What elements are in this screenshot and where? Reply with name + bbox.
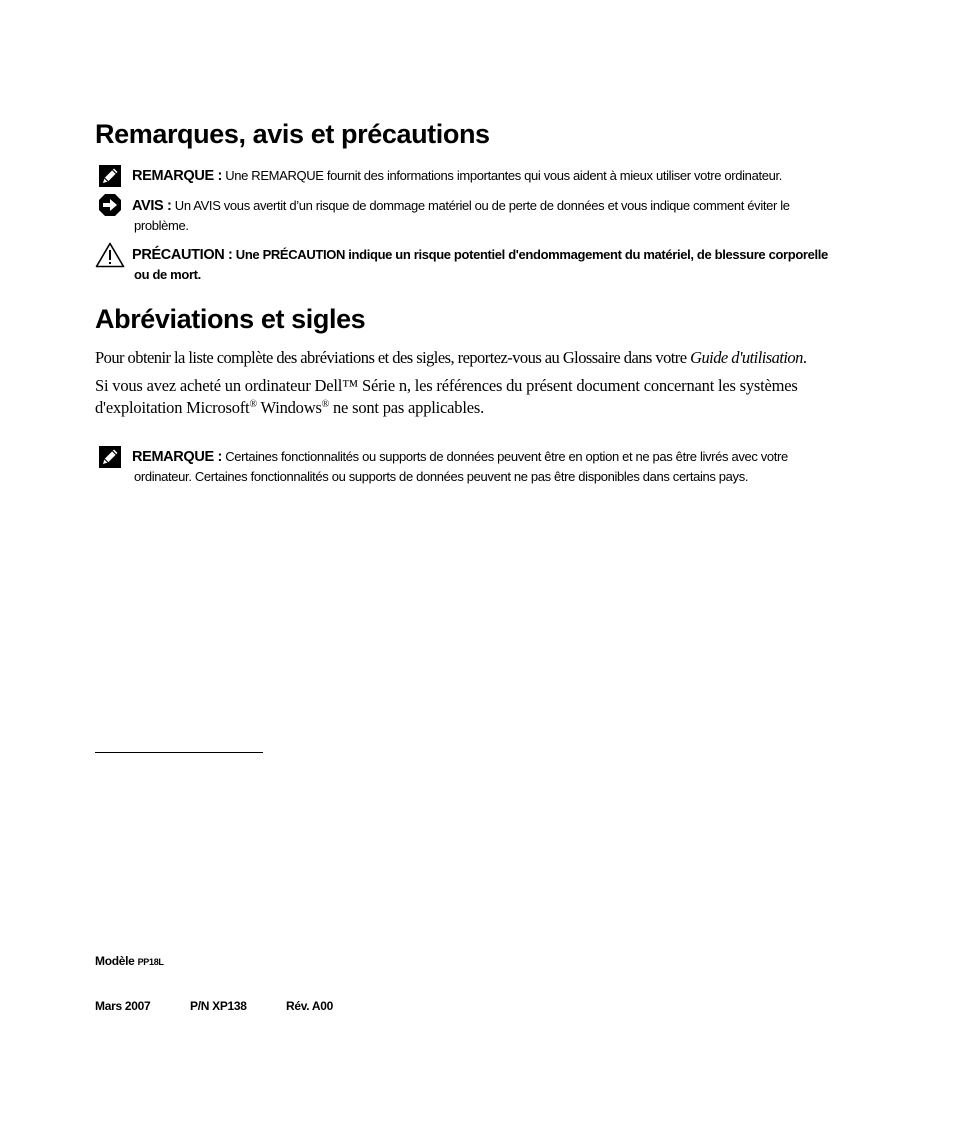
paragraph-line2-b: Windows [256,398,322,417]
note-remarque-1 [132,166,922,186]
notice-text-line2: problème. [134,218,189,233]
paragraph-line2-a: d'exploitation Microsoft [95,398,250,417]
footnote-divider [95,752,263,753]
model-value: PP18L [137,957,164,967]
note-label: REMARQUE : [132,168,222,184]
registered-mark-2: ® [321,399,330,410]
footer-date: Mars 2007 [95,999,151,1013]
notice-arrow-icon [98,193,122,217]
model-label: Modèle [95,954,135,968]
paragraph-glossary-end: . [802,348,807,367]
guide-title: Guide d'utilisation [690,348,803,367]
paragraph-line2 [95,397,925,419]
paragraph-line1: Si vous avez acheté un ordinateur Dell™ Série n, les références du présent document concernant les systèmes [95,376,798,395]
footer-part-number: P/N XP138 [190,999,247,1013]
caution-label: PRÉCAUTION : [132,247,233,263]
caution-precaution [132,245,922,284]
section-title-abbreviations: Abréviations et sigles [95,304,366,334]
note-pencil-icon [98,164,122,188]
note-text-line2: ordinateur. Certaines fonctionnalités ou supports de données peuvent ne pas être disponibles dans certains pays. [134,469,749,484]
paragraph-glossary [95,347,925,369]
note-remarque-2 [132,447,922,486]
notice-label: AVIS : [132,198,172,214]
note-label: REMARQUE : [132,449,222,465]
notice-avis [132,196,922,235]
paragraph-line2-c: ne sont pas applicables. [329,398,484,417]
note-text-line1: Certaines fonctionnalités ou supports de données peuvent être en option et ne pas être livrés avec votre [225,449,788,464]
registered-mark-1: ® [249,399,257,410]
caution-text-line2: ou de mort. [134,267,201,282]
footer-revision: Rév. A00 [286,999,333,1013]
note-pencil-icon [98,445,122,469]
paragraph-dell-n-series [95,375,925,419]
note-text: Une REMARQUE fournit des informations importantes qui vous aident à mieux utiliser votre ordinateur. [225,168,782,183]
section-title-notes: Remarques, avis et précautions [95,119,490,149]
caution-text-line1: Une PRÉCAUTION indique un risque potentiel d'endommagement du matériel, de blessure corporelle [235,247,828,262]
caution-warning-icon [95,242,125,268]
notice-text-line1: Un AVIS vous avertit d’un risque de dommage matériel ou de perte de données et vous indique comment éviter le [174,198,790,213]
model-line [95,954,164,968]
paragraph-glossary-text: Pour obtenir la liste complète des abréviations et des sigles, reportez-vous au Glossaire dans votre [95,348,691,367]
